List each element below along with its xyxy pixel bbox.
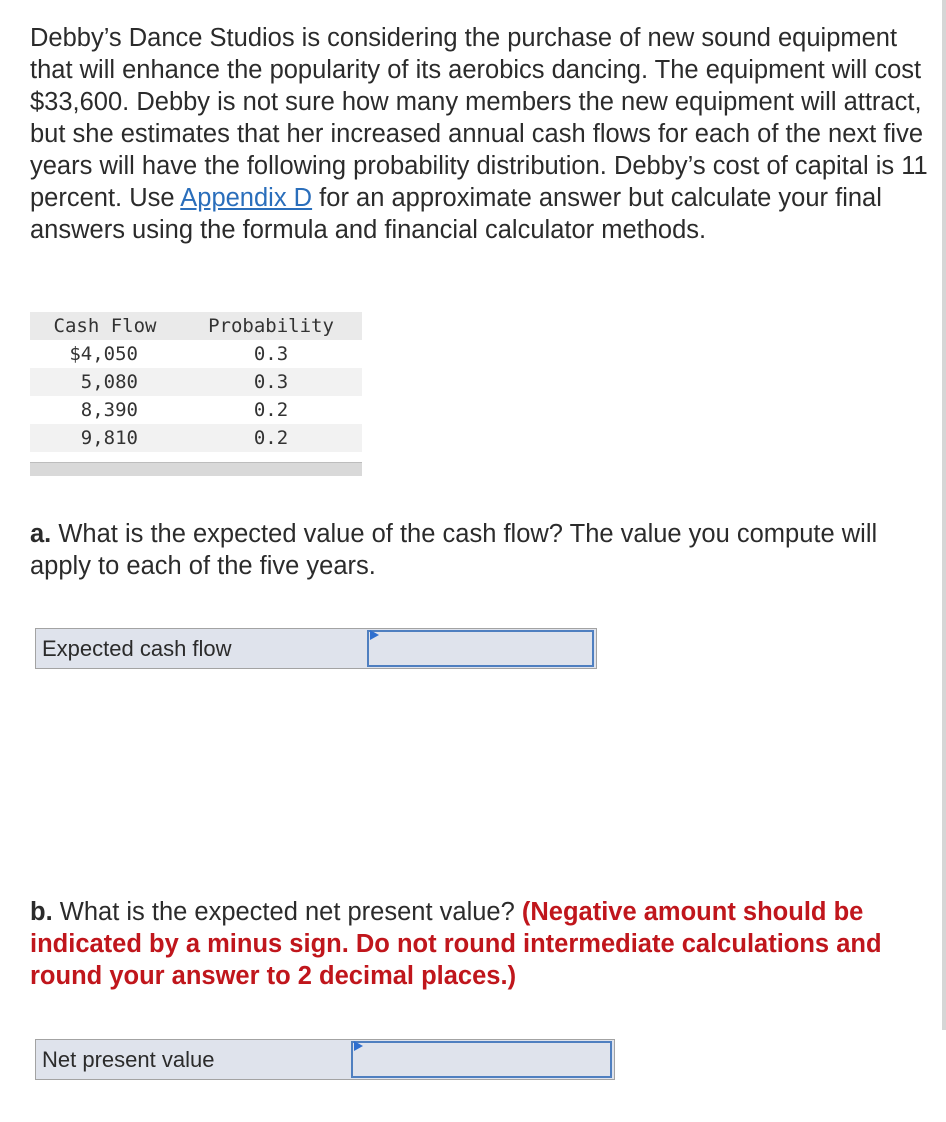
cash-flow-cell: $4,050 <box>69 343 138 365</box>
header-cash-flow: Cash Flow <box>30 312 180 340</box>
cash-flow-cell: 8,390 <box>80 399 138 421</box>
question-b-letter: b. <box>30 898 53 926</box>
cash-flow-cell: 9,810 <box>30 424 180 452</box>
probability-cell: 0.2 <box>180 424 362 452</box>
question-a-letter: a. <box>30 520 52 548</box>
problem-text-1: Debby’s Dance Studios is considering the purchase of new sound equipment that will enhance the popularity of its aerobics dancing. The equipment will cost $33,600. Debby is not sure how many members the new equipment will attract, but she estimates that her increased annual cash flows for each of the next five years will have the following probability distribution. Debby’s cost of capital is 11 percent. Use <box>30 24 928 212</box>
table-row <box>30 340 362 368</box>
appendix-d-link[interactable]: Appendix D <box>180 184 313 212</box>
input-marker-icon <box>354 1041 363 1051</box>
problem-text-2: for an approximate answer but calculate your final answers using the formula and financial calculator methods. <box>30 184 882 244</box>
probability-cell: 0.3 <box>253 343 289 365</box>
header-probability: Probability <box>180 312 362 340</box>
expected-cash-flow-row <box>35 628 597 669</box>
question-a <box>30 518 930 582</box>
probability-distribution-table <box>30 312 362 452</box>
table-row <box>30 424 362 452</box>
cash-flow-cell: 5,080 <box>30 368 180 396</box>
table-header-row <box>30 312 362 340</box>
question-b-text: What is the expected net present value? <box>52 898 522 926</box>
probability-cell: 0.2 <box>253 399 289 421</box>
scrollbar[interactable] <box>942 0 946 1030</box>
question-a-text: What is the expected value of the cash flow? The value you compute will apply to each of the five years. <box>30 520 878 580</box>
expected-cash-flow-label: Expected cash flow <box>42 635 232 661</box>
probability-cell: 0.3 <box>180 368 362 396</box>
problem-statement <box>30 22 935 246</box>
table-row <box>30 368 362 396</box>
net-present-value-row <box>35 1039 615 1080</box>
question-b-instruction: (Negative amount should be indicated by a minus sign. Do not round intermediate calculations and round your answer to 2 decimal places.) <box>30 898 882 990</box>
table-row <box>30 396 362 424</box>
expected-cash-flow-input[interactable] <box>367 630 594 667</box>
net-present-value-input[interactable] <box>351 1041 612 1078</box>
question-b <box>30 896 930 992</box>
net-present-value-label: Net present value <box>42 1046 215 1072</box>
table-footer-bar <box>30 462 362 476</box>
input-marker-icon <box>370 630 379 640</box>
